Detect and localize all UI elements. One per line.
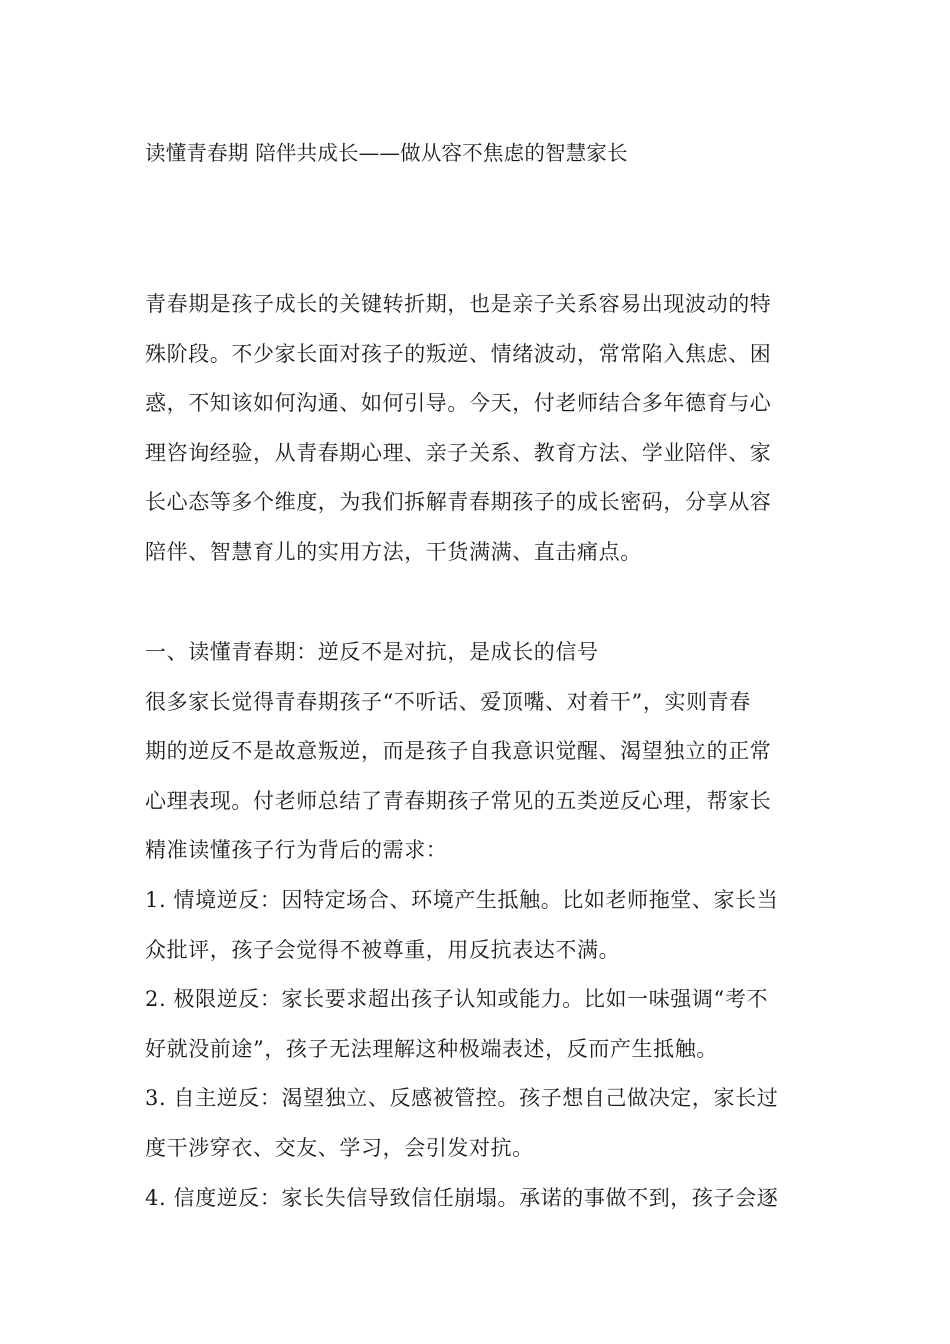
- list-item-continuation: 度干涉穿衣、交友、学习，会引发对抗。: [145, 1135, 534, 1160]
- list-item-continuation: 好就没前途”，孩子无法理解这种极端表述，反而产生抵触。: [145, 1036, 718, 1061]
- intro-line: 长心态等多个维度，为我们拆解青春期孩子的成长密码，分享从容: [145, 490, 772, 515]
- section-line: 精准读懂孩子行为背后的需求：: [145, 838, 448, 863]
- intro-line: 青春期是孩子成长的关键转折期，也是亲子关系容易出现波动的特: [145, 292, 772, 316]
- list-item-situational-rebellion: 1. 情境逆反：因特定场合、环境产生抵触。比如老师拖堂、家长当: [145, 887, 779, 912]
- intro-paragraph: [145, 280, 810, 578]
- section-line: 很多家长觉得青春期孩子“不听话、爱顶嘴、对着干”，实则青春: [145, 689, 751, 714]
- intro-line: 惑，不知该如何沟通、如何引导。今天，付老师结合多年德育与心: [145, 391, 772, 416]
- section-heading: 一、读懂青春期：逆反不是对抗，是成长的信号: [145, 640, 599, 664]
- section-one: [145, 628, 810, 1223]
- list-item-limit-rebellion: 2. 极限逆反：家长要求超出孩子认知或能力。比如一味强调“考不: [145, 987, 769, 1012]
- list-item-continuation: 众批评，孩子会觉得不被尊重，用反抗表达不满。: [145, 937, 621, 962]
- intro-line: 理咨询经验，从青春期心理、亲子关系、教育方法、学业陪伴、家: [145, 440, 772, 465]
- list-item-autonomy-rebellion: 3. 自主逆反：渴望独立、反感被管控。孩子想自己做决定，家长过: [145, 1086, 779, 1111]
- section-line: 期的逆反不是故意叛逆，而是孩子自我意识觉醒、渴望独立的正常: [145, 739, 772, 764]
- section-line: 心理表现。付老师总结了青春期孩子常见的五类逆反心理，帮家长: [145, 788, 772, 813]
- intro-line: 殊阶段。不少家长面对孩子的叛逆、情绪波动，常常陷入焦虑、困: [145, 341, 772, 366]
- intro-line: 陪伴、智慧育儿的实用方法，干货满满、直击痛点。: [145, 539, 642, 564]
- list-item-trust-rebellion: 4. 信度逆反：家长失信导致信任崩塌。承诺的事做不到，孩子会逐: [145, 1185, 779, 1210]
- document-title: 读懂青春期 陪伴共成长——做从容不焦虑的智慧家长: [145, 141, 628, 165]
